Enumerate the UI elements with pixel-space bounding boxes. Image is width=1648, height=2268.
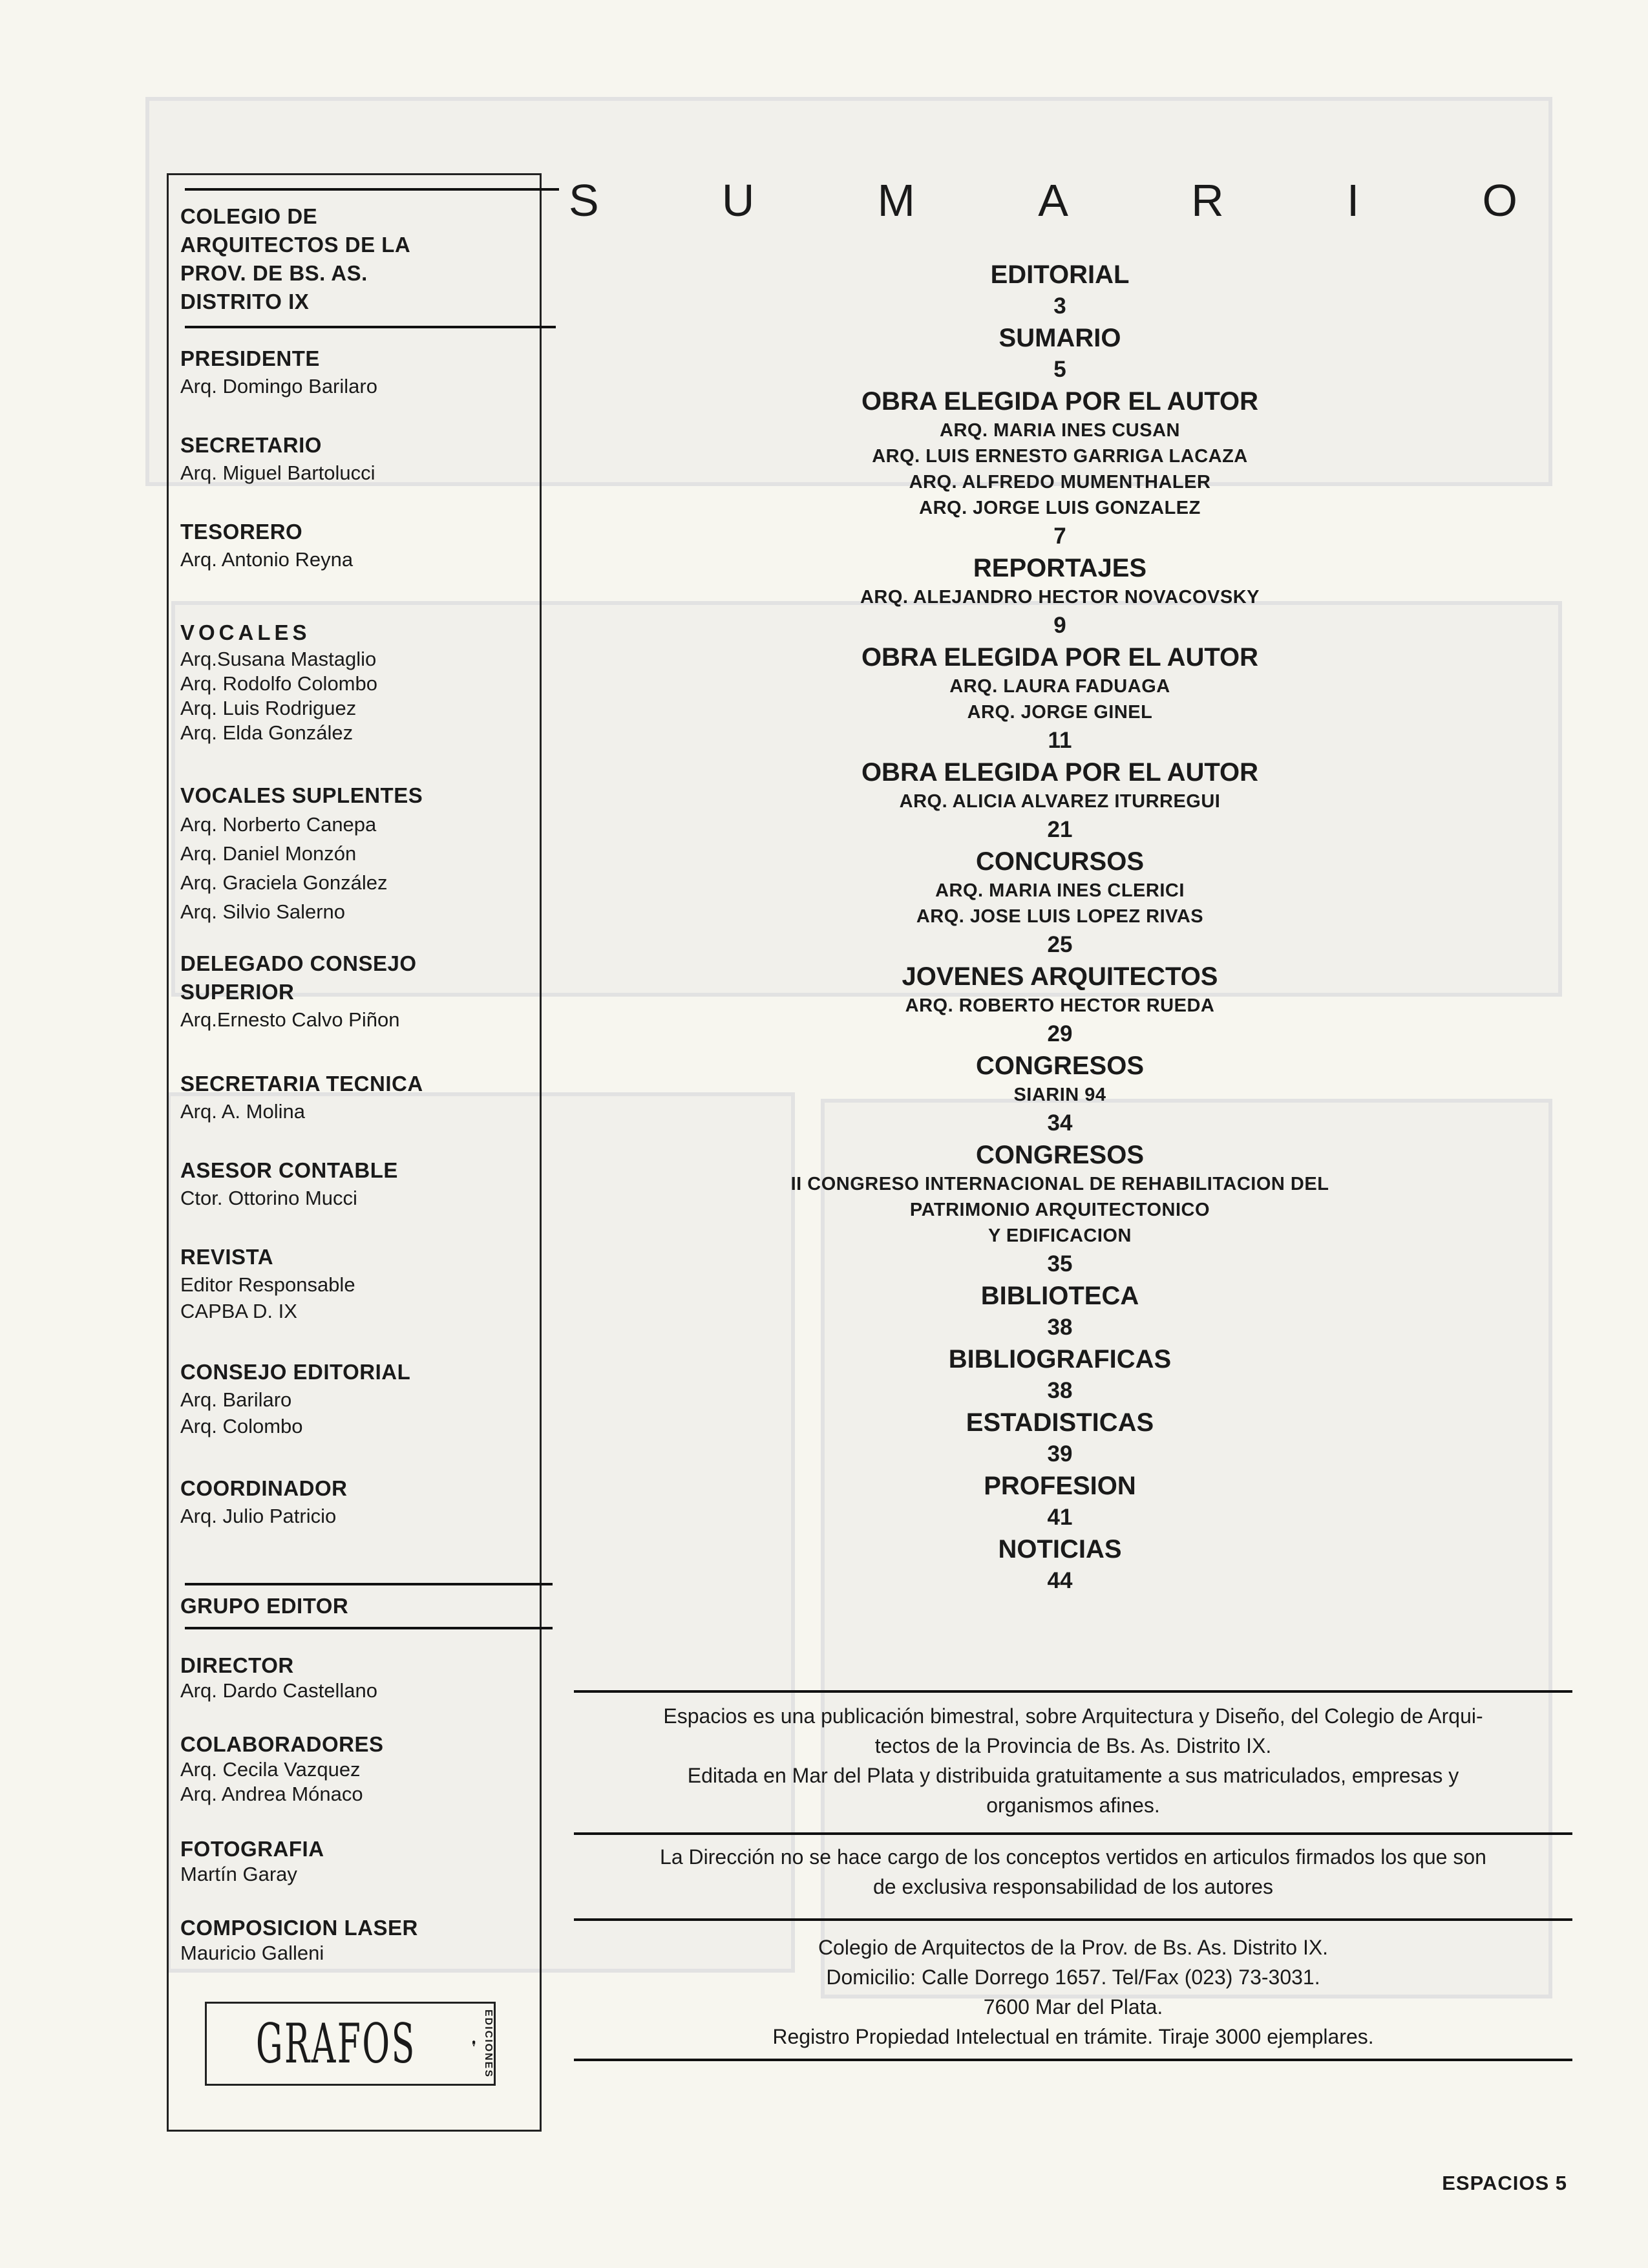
secretaria-tecnica-block: SECRETARIA TECNICA Arq. A. Molina (180, 1072, 423, 1123)
fotografia-block: FOTOGRAFIA Martín Garay (180, 1837, 324, 1885)
toc-author: ARQ. ROBERTO HECTOR RUEDA (905, 995, 1215, 1016)
toc-section-title: CONGRESOS (975, 1052, 1145, 1080)
toc-page-number: 3 (1053, 293, 1066, 319)
grupo-editor-heading: GRUPO EDITOR (180, 1594, 349, 1618)
toc-page-number: 29 (1047, 1021, 1073, 1046)
toc-page-number: 38 (1047, 1378, 1073, 1403)
delegado-block: DELEGADO CONSEJO SUPERIOR Arq.Ernesto Calvo Piñon (180, 951, 417, 1031)
coordinador-block: COORDINADOR Arq. Julio Patricio (180, 1476, 348, 1527)
director-block: DIRECTOR Arq. Dardo Castellano (180, 1653, 377, 1702)
toc-page-number: 9 (1053, 613, 1066, 638)
disclaimer-note: La Dirección no se hace cargo de los conceptos vertidos en articulos firmados los que son de exclusiva responsabilidad de los autores (660, 1845, 1486, 1898)
toc-section-title: SUMARIO (998, 324, 1121, 352)
toc-author: ARQ. ALEJANDRO HECTOR NOVACOVSKY (860, 587, 1260, 608)
masthead-box (167, 173, 542, 2132)
address-note: Colegio de Arquitectos de la Prov. de Bs. As. Distrito IX. Domicilio: Calle Dorrego 1657. Tel/Fax (023) 73-3031. 7600 Mar del Plata. Registro Propiedad Intelectual en trámite. Tiraje 3000 ejemplares. (772, 1936, 1374, 2048)
toc-section-title: ESTADISTICAS (966, 1408, 1154, 1437)
toc-author: PATRIMONIO ARQUITECTONICO (909, 1200, 1210, 1220)
toc-page-number: 44 (1047, 1568, 1073, 1593)
toc-page-number: 5 (1053, 357, 1066, 382)
grafos-ediciones-logo: GRAFOS EDICIONES (205, 2002, 496, 2086)
toc-author: SIARIN 94 (1013, 1085, 1106, 1105)
toc-author: ARQ. JOSE LUIS LOPEZ RIVAS (916, 906, 1204, 927)
toc-author: ARQ. MARIA INES CLERICI (935, 880, 1185, 901)
publication-note: Espacios es una publicación bimestral, sobre Arquitectura y Diseño, del Colegio de Arqui- tectos de la Provincia de Bs. As. Distrito IX. Editada en Mar del Plata y distribuida gratuitamente a sus matriculados, empresas y organismos afines. (663, 1704, 1483, 1817)
secretario-block: SECRETARIO Arq. Miguel Bartolucci (180, 433, 375, 484)
toc-author: ARQ. LUIS ERNESTO GARRIGA LACAZA (872, 446, 1248, 467)
toc-section-title: REPORTAJES (973, 554, 1147, 582)
asesor-contable-block: ASESOR CONTABLE Ctor. Ottorino Mucci (180, 1158, 398, 1209)
table-of-contents (737, 259, 1383, 1596)
toc-section-title: OBRA ELEGIDA POR EL AUTOR (861, 643, 1259, 672)
page-footer (1442, 2172, 1567, 2195)
page-number: 5 (1555, 2172, 1567, 2194)
toc-author: ARQ. JORGE GINEL (967, 702, 1153, 723)
page-title: S U M A R I O (569, 175, 1519, 226)
toc-section-title: EDITORIAL (990, 260, 1130, 289)
toc-page-number: 38 (1047, 1315, 1073, 1340)
toc-author: II CONGRESO INTERNACIONAL DE REHABILITACION DEL (790, 1174, 1329, 1194)
composicion-block: COMPOSICION LASER Mauricio Galleni (180, 1916, 418, 1964)
toc-section-title: JOVENES ARQUITECTOS (902, 962, 1218, 991)
vocales-block: VOCALES Arq.Susana Mastaglio Arq. Rodolfo Colombo Arq. Luis Rodriguez Arq. Elda González (180, 620, 377, 744)
toc-section-title: NOTICIAS (998, 1535, 1122, 1563)
toc-section-title: CONCURSOS (975, 847, 1145, 876)
toc-section-title: OBRA ELEGIDA POR EL AUTOR (861, 387, 1259, 416)
presidente-block: PRESIDENTE Arq. Domingo Barilaro (180, 346, 377, 397)
toc-section-title: CONGRESOS (975, 1141, 1145, 1169)
toc-page-number: 21 (1047, 817, 1073, 842)
toc-author: ARQ. LAURA FADUAGA (949, 676, 1170, 697)
vocales-suplentes-block: VOCALES SUPLENTES Arq. Norberto Canepa Arq. Daniel Monzón Arq. Graciela González Arq. Silvio Salerno (180, 783, 423, 923)
toc-page-number: 7 (1053, 524, 1066, 549)
toc-author: ARQ. MARIA INES CUSAN (940, 420, 1180, 441)
toc-section-title: BIBLIOGRAFICAS (948, 1345, 1172, 1373)
toc-page-number: 34 (1047, 1110, 1073, 1136)
toc-page-number: 35 (1047, 1251, 1073, 1277)
consejo-editorial-block: CONSEJO EDITORIAL Arq. Barilaro Arq. Colombo (180, 1360, 411, 1437)
toc-section-title: PROFESION (984, 1472, 1136, 1500)
toc-page-number: 11 (1048, 728, 1072, 753)
org-name: COLEGIO DE ARQUITECTOS DE LA PROV. DE BS. AS. DISTRITO IX (180, 204, 411, 313)
toc-author: Y EDIFICACION (988, 1225, 1132, 1246)
toc-section-title: BIBLIOTECA (980, 1282, 1139, 1310)
revista-block: REVISTA Editor Responsable CAPBA D. IX (180, 1245, 355, 1322)
toc-author: ARQ. ALFREDO MUMENTHALER (909, 472, 1211, 493)
toc-page-number: 41 (1047, 1505, 1073, 1530)
toc-author: ARQ. ALICIA ALVAREZ ITURREGUI (899, 791, 1221, 812)
colaboradores-block: COLABORADORES Arq. Cecila Vazquez Arq. Andrea Mónaco (180, 1732, 384, 1805)
magazine-name: ESPACIOS (1442, 2172, 1550, 2194)
toc-page-number: 25 (1047, 932, 1073, 957)
ink-drop-icon (472, 2015, 476, 2073)
tesorero-block: TESORERO Arq. Antonio Reyna (180, 520, 354, 571)
toc-author: ARQ. JORGE LUIS GONZALEZ (919, 498, 1201, 518)
toc-page-number: 39 (1047, 1441, 1073, 1467)
toc-section-title: OBRA ELEGIDA POR EL AUTOR (861, 758, 1259, 787)
